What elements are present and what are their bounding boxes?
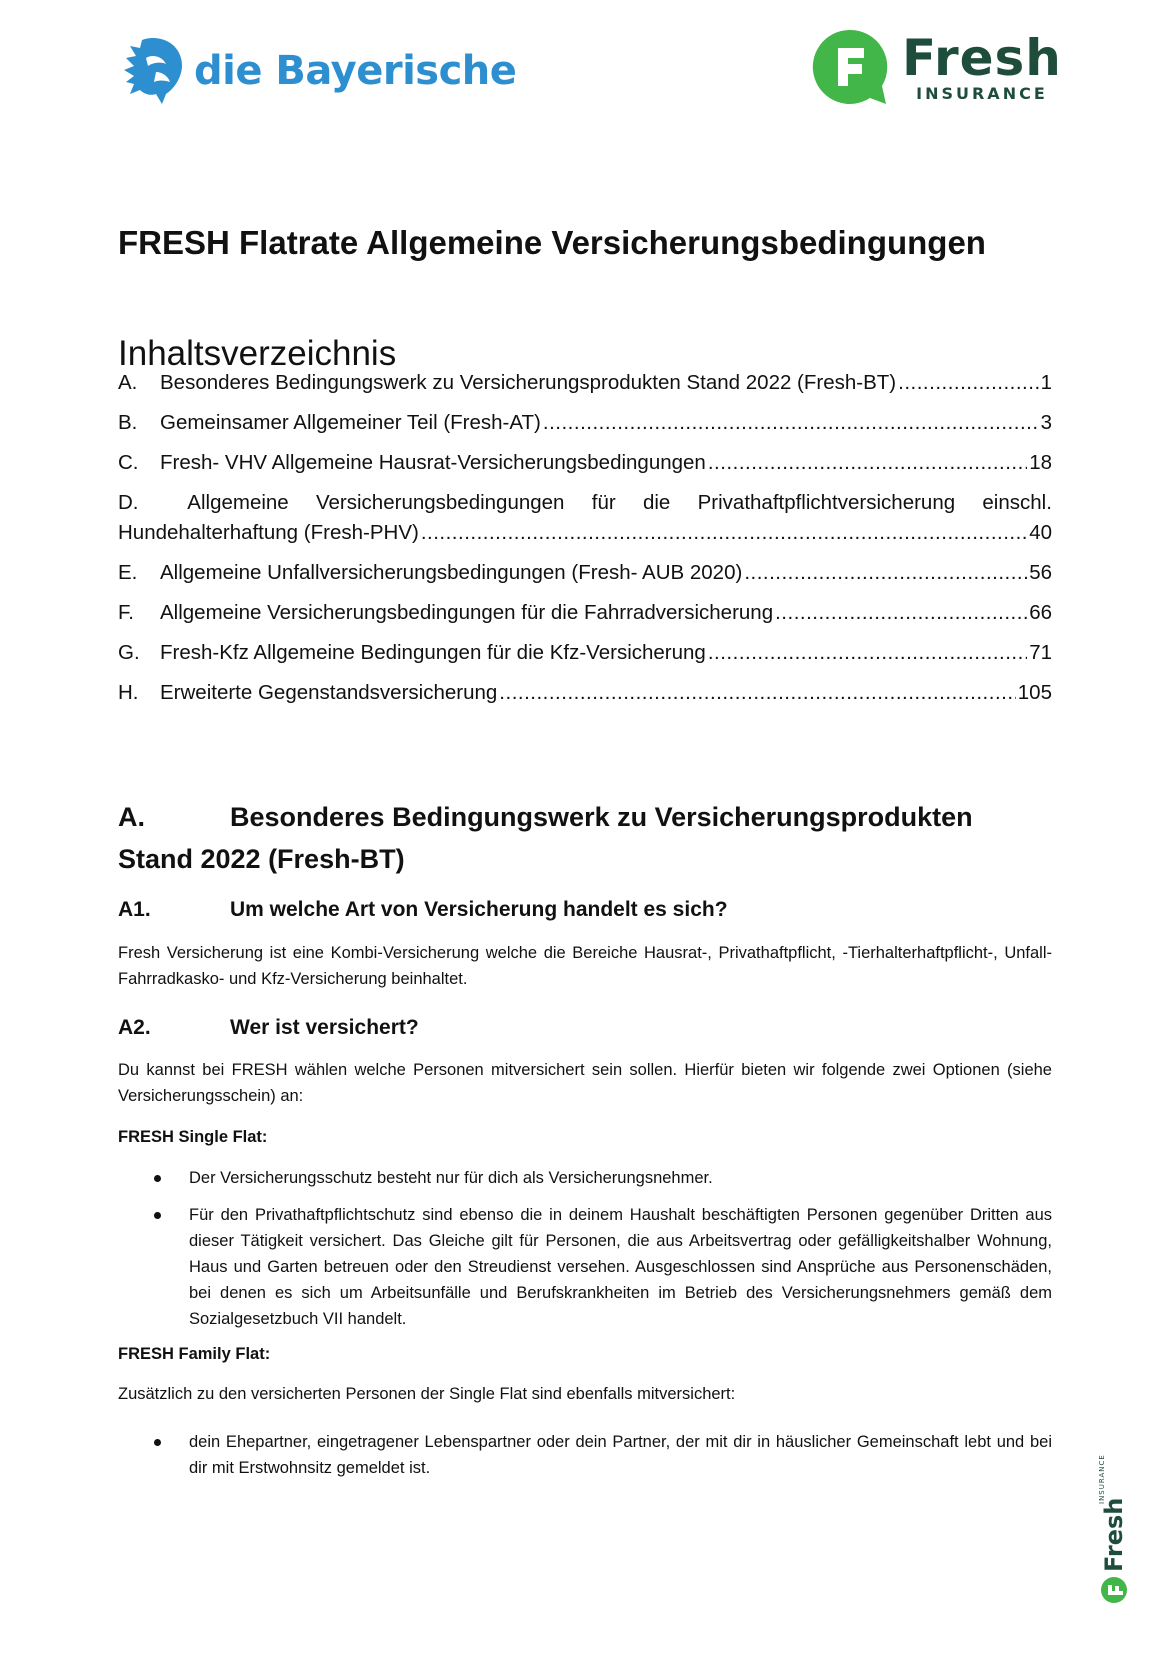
- toc-leader: [499, 681, 1015, 705]
- toc-leader: [898, 371, 1038, 395]
- toc-text: Erweiterte Gegenstandsversicherung: [160, 681, 498, 704]
- toc-text: Gemeinsamer Allgemeiner Teil (Fresh-AT): [160, 411, 541, 434]
- subsection-title: Wer ist versichert?: [230, 1016, 419, 1039]
- toc-entry-c[interactable]: [118, 451, 1052, 475]
- toc-heading: Inhaltsverzeichnis: [118, 334, 397, 373]
- subsection-title: Um welche Art von Versicherung handelt es sich?: [230, 898, 728, 921]
- toc-page: 71: [1029, 641, 1052, 664]
- toc-word: Privathaftpflichtversicherung: [697, 491, 956, 514]
- subsection-number: A1.: [118, 898, 151, 921]
- vertical-insurance-text: INSURANCE: [1098, 1454, 1106, 1504]
- toc-page: 66: [1029, 601, 1052, 624]
- toc-letter: F.: [118, 601, 134, 624]
- toc-leader: [708, 641, 1027, 665]
- single-flat-list: [118, 1165, 1052, 1343]
- toc-text: Fresh-Kfz Allgemeine Bedingungen für die Kfz-Versicherung: [160, 641, 706, 664]
- document-title: FRESH Flatrate Allgemeine Versicherungsbedingungen: [118, 224, 986, 261]
- toc-leader: [775, 601, 1027, 625]
- toc-letter: G.: [118, 641, 140, 664]
- toc-word: einschl.: [982, 491, 1052, 514]
- toc-entry-g[interactable]: [118, 641, 1052, 665]
- toc-letter: B.: [118, 411, 138, 434]
- bullet-icon: [154, 1212, 161, 1219]
- fresh-f-badge-icon: [810, 28, 888, 106]
- bullet-icon: [154, 1439, 161, 1446]
- toc-letter: D.: [118, 491, 139, 514]
- lion-icon: [122, 36, 186, 106]
- toc-text: Allgemeine Versicherungsbedingungen für die Fahrradversicherung: [160, 601, 774, 624]
- toc-page: 105: [1017, 681, 1052, 704]
- toc-word: für: [591, 491, 616, 514]
- bullet-icon: [154, 1175, 161, 1182]
- toc-page: 18: [1029, 451, 1052, 474]
- section-title-line2: Stand 2022 (Fresh-BT): [118, 844, 405, 874]
- a2-intro: Du kannst bei FRESH wählen welche Personen mitversichert sein sollen. Hierfür bieten wir folgende zwei Optionen (siehe Versicherungsschein) an:: [118, 1061, 1052, 1105]
- list-item-text: Der Versicherungsschutz besteht nur für dich als Versicherungsnehmer.: [189, 1169, 713, 1187]
- toc-letter: C.: [118, 451, 139, 474]
- list-item-text: dein Ehepartner, eingetragener Lebenspartner oder dein Partner, der mit dir in häuslicher Gemeinschaft lebt und bei dir mit Erstwohnsitz gemeldet ist.: [189, 1433, 1052, 1477]
- toc-text: Hundehalterhaftung (Fresh-PHV): [118, 521, 419, 544]
- list-item: [118, 1202, 1052, 1332]
- list-item-text: Für den Privathaftpflichtschutz sind ebenso die in deinem Haushalt beschäftigten Personen gegenüber Dritten aus dieser Tätigkeit versichert. Das Gleiche gilt für Personen, die aus Arbeitsvertrag oder gefälligkeitshalber Wohnung, Haus und Garten betreuen oder den Streudienst versehen. Ausgeschlossen sind Ansprüche aus Personenschäden, bei denen es sich um Arbeitsunfälle und Berufskrankheiten im Betrieb des Versicherungsnehmers gemäß dem Sozialgesetzbuch VII handelt.: [189, 1206, 1052, 1328]
- list-item: [118, 1429, 1052, 1481]
- fresh-wordmark: Fresh: [902, 28, 1062, 87]
- toc-letter: E.: [118, 561, 138, 584]
- a1-paragraph: Fresh Versicherung ist eine Kombi-Versicherung welche die Bereiche Hausrat-, Privathaftpflicht, -Tierhalterhaftpflicht-, Unfall- Fahrradkasko- und Kfz-Versicherung beinhaltet.: [118, 944, 1052, 988]
- fresh-insurance-logo: [810, 28, 1062, 106]
- bayerische-wordmark: die Bayerische: [194, 48, 517, 94]
- toc-word: Versicherungsbedingungen: [315, 491, 565, 514]
- toc-letter: H.: [118, 681, 139, 704]
- toc-entry-f[interactable]: [118, 601, 1052, 625]
- vertical-fresh-text: Fresh: [1100, 1497, 1128, 1572]
- toc-text: Allgemeine Unfallversicherungsbedingungen (Fresh- AUB 2020): [160, 561, 743, 584]
- family-flat-list: [118, 1429, 1052, 1492]
- fresh-vertical-logo: [1094, 1454, 1134, 1604]
- list-item: [118, 1165, 1052, 1191]
- toc-page: 1: [1040, 371, 1052, 394]
- subsection-number: A2.: [118, 1016, 151, 1039]
- toc-entry-e[interactable]: [118, 561, 1052, 585]
- toc-text: Besonderes Bedingungswerk zu Versicherungsprodukten Stand 2022 (Fresh-BT): [160, 371, 897, 394]
- section-a-heading: [118, 796, 973, 880]
- toc-entry-b[interactable]: [118, 411, 1052, 435]
- toc-leader: [421, 521, 1027, 545]
- toc-page: 3: [1040, 411, 1052, 434]
- die-bayerische-logo: [122, 36, 516, 106]
- insurance-wordmark: INSURANCE: [916, 83, 1048, 103]
- toc-entry-h[interactable]: [118, 681, 1052, 705]
- toc-entry-d[interactable]: [118, 491, 1052, 545]
- toc-letter: A.: [118, 371, 138, 394]
- a2-heading: [118, 1016, 419, 1040]
- toc-page: 40: [1029, 521, 1052, 544]
- section-number: A.: [118, 802, 145, 832]
- toc-entry-a[interactable]: [118, 371, 1052, 395]
- family-flat-heading: FRESH Family Flat:: [118, 1345, 271, 1363]
- toc-text: Fresh- VHV Allgemeine Hausrat-Versicherungsbedingungen: [160, 451, 706, 474]
- section-title-line1: Besonderes Bedingungswerk zu Versicherungsprodukten: [230, 802, 973, 832]
- toc-leader: [744, 561, 1027, 585]
- toc-leader: [543, 411, 1039, 435]
- family-flat-intro: Zusätzlich zu den versicherten Personen der Single Flat sind ebenfalls mitversichert:: [118, 1385, 736, 1403]
- toc-word: die: [642, 491, 671, 514]
- toc-page: 56: [1029, 561, 1052, 584]
- toc-leader: [708, 451, 1027, 475]
- single-flat-heading: FRESH Single Flat:: [118, 1128, 268, 1146]
- toc-word: Allgemeine: [187, 491, 289, 514]
- a1-heading: [118, 898, 728, 922]
